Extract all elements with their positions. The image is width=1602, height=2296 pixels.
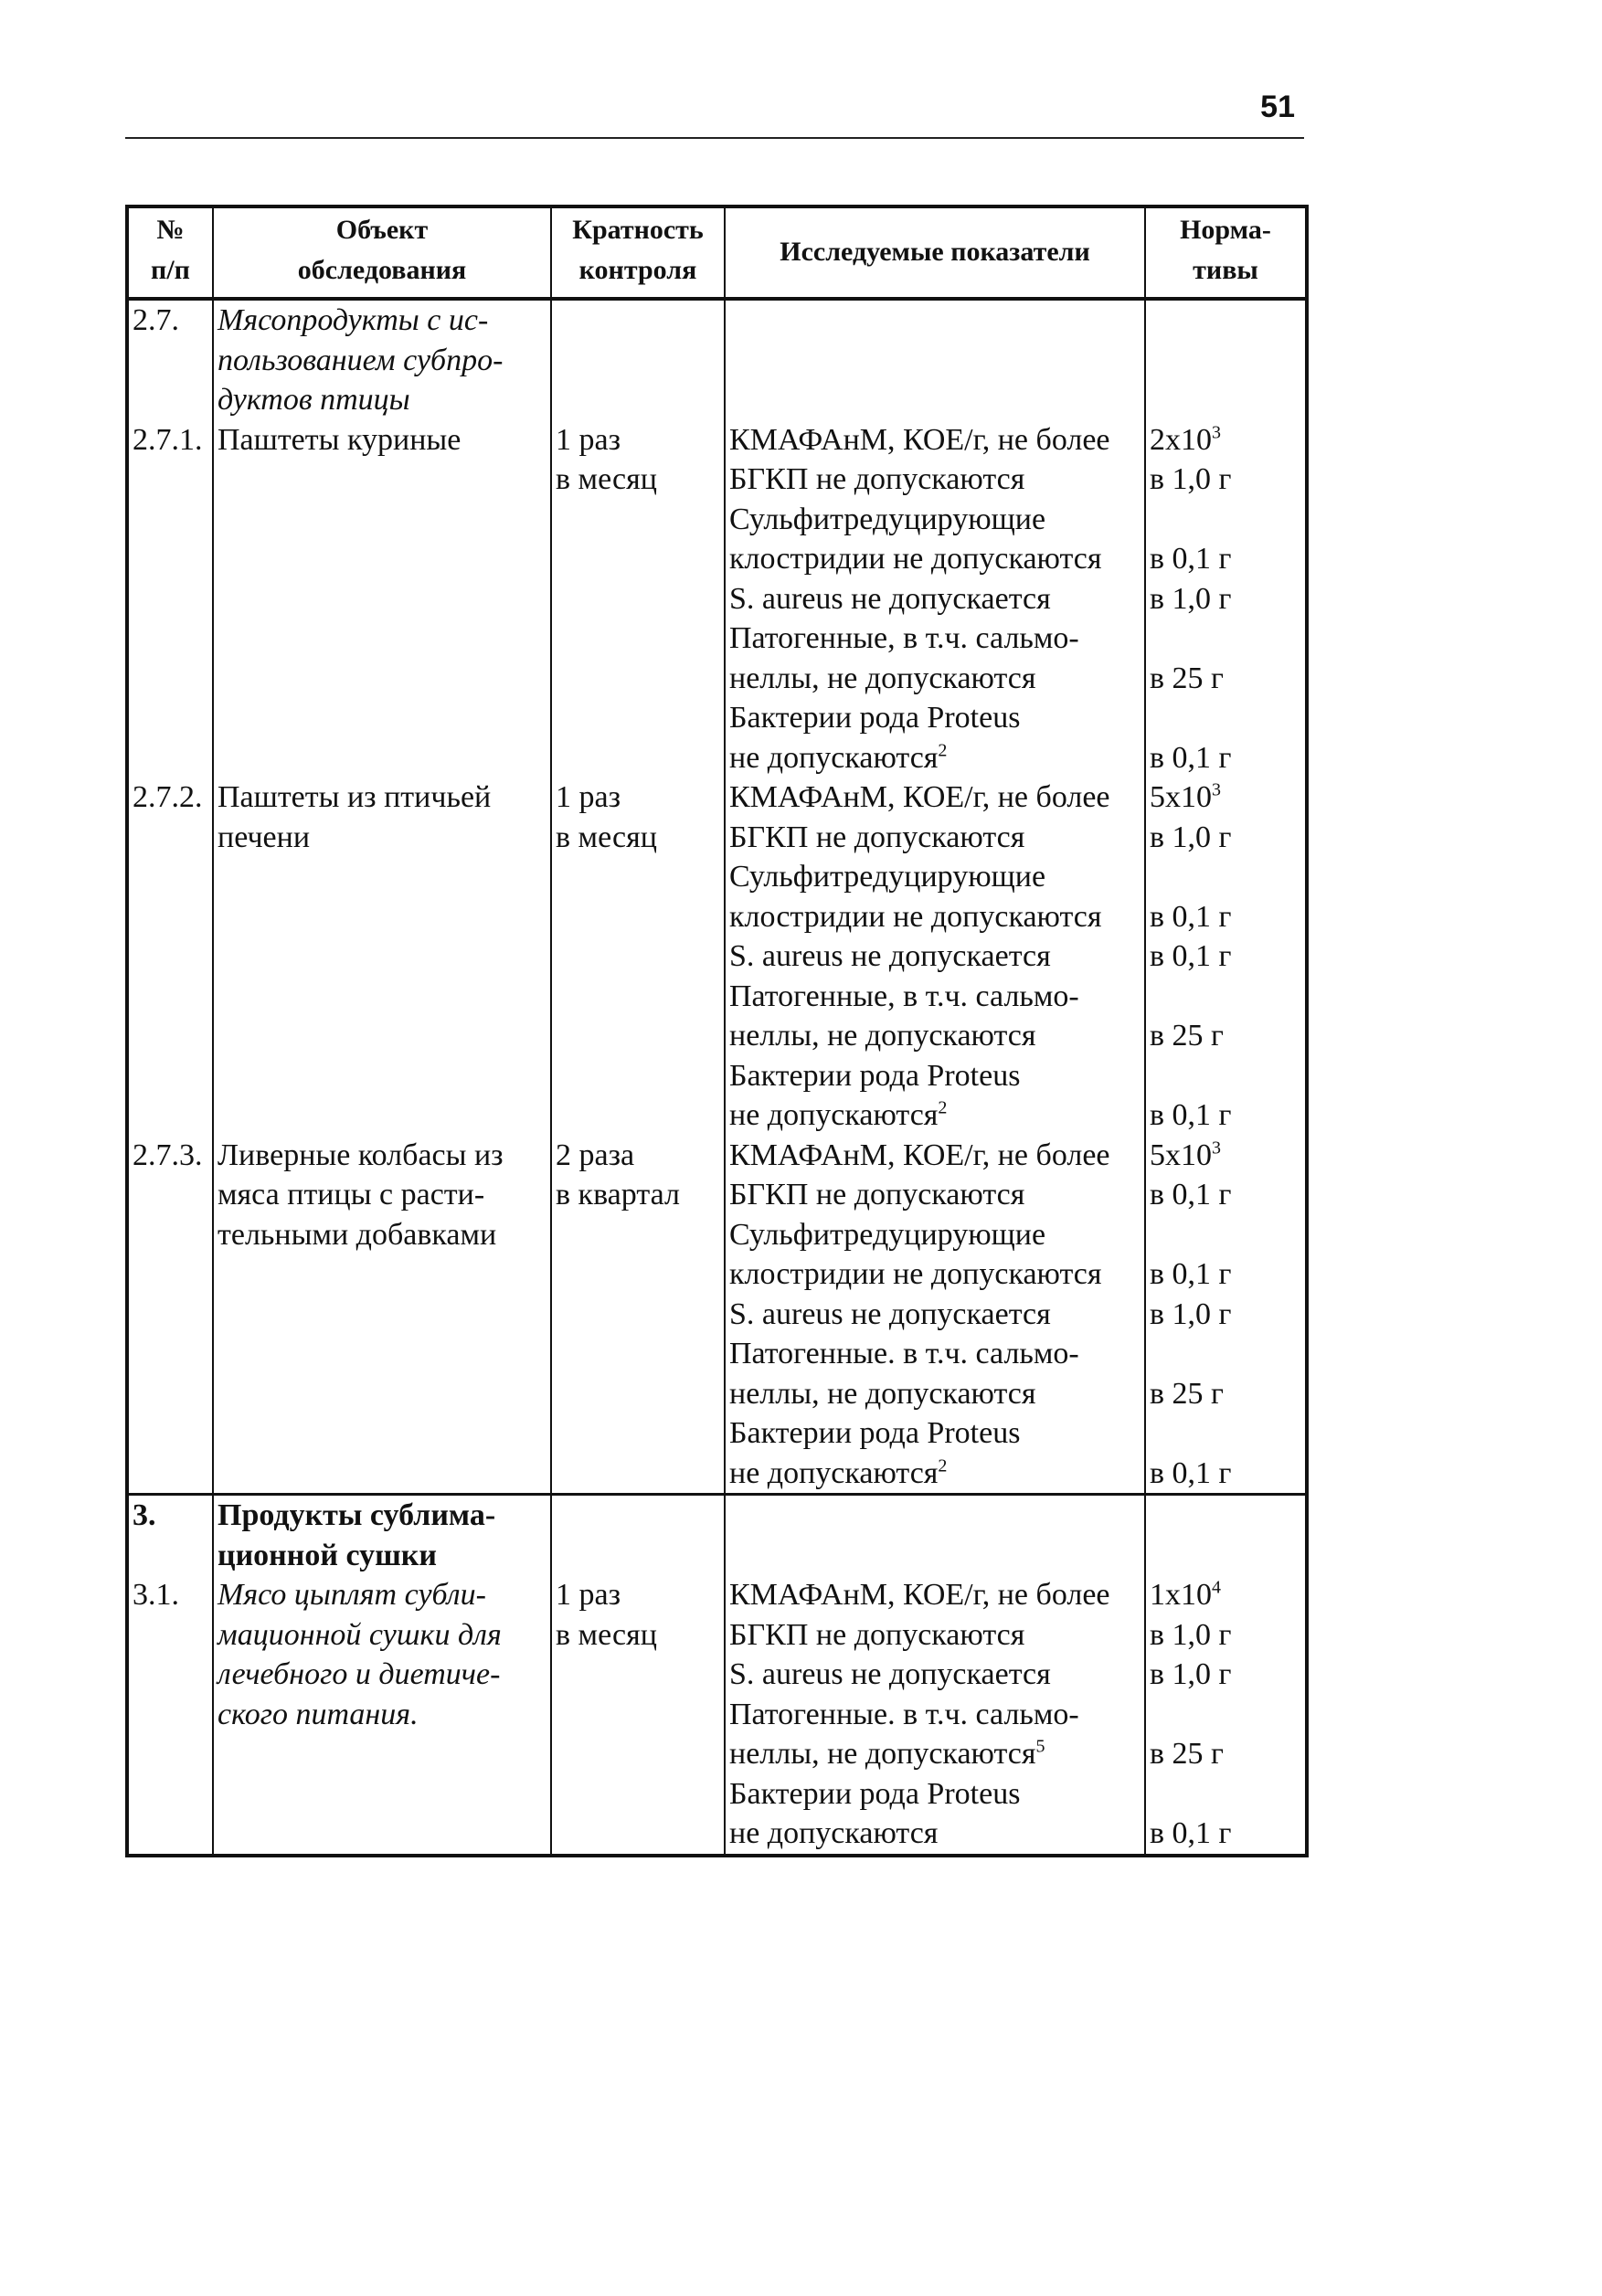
indicator-line: клостридии не допускаются bbox=[729, 1257, 1102, 1291]
header-frequency bbox=[551, 206, 725, 299]
footnote-mark: 5 bbox=[1035, 1736, 1045, 1757]
object-cell bbox=[213, 420, 551, 778]
row-number-text: 3. bbox=[133, 1498, 156, 1532]
indicator-line: Патогенные. в т.ч. сальмо- bbox=[729, 1337, 1079, 1370]
frequency-line: 1 раз bbox=[556, 422, 621, 457]
indicator-line: S. aureus не допускается bbox=[729, 1657, 1051, 1691]
norm-line: в 0,1 г bbox=[1150, 899, 1232, 934]
norms-cell bbox=[1145, 420, 1307, 778]
object-cell bbox=[213, 1136, 551, 1495]
frequency-line: 1 раз bbox=[556, 1578, 621, 1612]
object-line: Паштеты куриные bbox=[217, 422, 462, 457]
frequency-cell bbox=[551, 299, 725, 420]
indicator-line: S. aureus не допускается bbox=[729, 939, 1051, 973]
norms-cell bbox=[1145, 299, 1307, 420]
header-norms-line1: Норма- bbox=[1180, 215, 1271, 245]
indicator-line bbox=[729, 1095, 1140, 1136]
table-row bbox=[127, 420, 1307, 778]
standards-table bbox=[125, 205, 1309, 1857]
object-line: тельными добавками bbox=[217, 1217, 497, 1252]
row-number bbox=[127, 420, 213, 778]
norm-line: в 1,0 г bbox=[1150, 1296, 1232, 1331]
indicator-line: Бактерии рода Proteus bbox=[729, 1416, 1021, 1450]
blank-line bbox=[1150, 977, 1301, 1017]
frequency-cell bbox=[551, 420, 725, 778]
blank-line bbox=[1150, 1056, 1301, 1096]
indicator-text: не допускаются bbox=[729, 1098, 939, 1132]
indicator-line: Сульфитредуцирующие bbox=[729, 502, 1046, 536]
norm-text: 2x10 bbox=[1150, 422, 1212, 457]
table-row bbox=[127, 778, 1307, 1136]
indicator-line: неллы, не допускаются bbox=[729, 1019, 1036, 1053]
norms-cell bbox=[1145, 778, 1307, 1136]
norm-line: в 0,1 г bbox=[1150, 1455, 1232, 1490]
norm-line bbox=[1150, 778, 1301, 818]
frequency-line: 1 раз bbox=[556, 780, 621, 814]
object-line: мационной сушки для bbox=[217, 1617, 502, 1652]
frequency-cell bbox=[551, 1575, 725, 1856]
blank-line bbox=[1150, 500, 1301, 540]
indicator-line: клостридии не допускаются bbox=[729, 899, 1102, 934]
table-header-row bbox=[127, 206, 1307, 299]
indicator-line: БГКП не допускаются bbox=[729, 1178, 1025, 1211]
indicator-line: Патогенные, в т.ч. сальмо- bbox=[729, 979, 1079, 1013]
section-title-line: пользованием субпро- bbox=[217, 343, 504, 377]
indicator-line bbox=[729, 1734, 1140, 1774]
indicator-text: не допускаются bbox=[729, 1455, 939, 1490]
indicator-line: S. aureus не допускается bbox=[729, 581, 1051, 616]
blank-line bbox=[1150, 1695, 1301, 1735]
header-object-line2: обследования bbox=[297, 254, 467, 285]
norm-line bbox=[1150, 1575, 1301, 1615]
norm-line: в 0,1 г bbox=[1150, 1257, 1232, 1291]
norm-line: в 25 г bbox=[1150, 1376, 1224, 1411]
frequency-cell bbox=[551, 778, 725, 1136]
frequency-line: 2 раза bbox=[556, 1137, 635, 1172]
indicator-line: не допускаются bbox=[729, 1816, 939, 1850]
header-object bbox=[213, 206, 551, 299]
norm-line: в 0,1 г bbox=[1150, 542, 1232, 576]
indicator-line: Сульфитредуцирующие bbox=[729, 860, 1046, 894]
indicator-line bbox=[729, 738, 1140, 778]
frequency-line: в месяц bbox=[556, 462, 657, 496]
header-number-line1: № bbox=[156, 215, 185, 245]
blank-line bbox=[1150, 1215, 1301, 1255]
indicator-line: Бактерии рода Proteus bbox=[729, 701, 1021, 735]
object-line: Мясо цыплят субли- bbox=[217, 1578, 486, 1612]
norm-line: в 0,1 г bbox=[1150, 1178, 1232, 1211]
indicators-cell bbox=[725, 299, 1145, 420]
indicator-line: КМАФАнМ, КОЕ/г, не более bbox=[729, 780, 1110, 814]
indicator-line: КМАФАнМ, КОЕ/г, не более bbox=[729, 422, 1110, 457]
indicators-cell bbox=[725, 1136, 1145, 1495]
frequency-cell bbox=[551, 1495, 725, 1576]
section-title bbox=[213, 1495, 551, 1576]
indicator-text: неллы, не допускаются bbox=[729, 1737, 1036, 1771]
header-indicators-text: Исследуемые показатели bbox=[780, 236, 1090, 267]
object-line: ского питания. bbox=[217, 1697, 419, 1731]
object-cell bbox=[213, 1575, 551, 1856]
norm-text: 1x10 bbox=[1150, 1578, 1212, 1612]
table-row bbox=[127, 1495, 1307, 1576]
footnote-mark: 2 bbox=[938, 1097, 948, 1118]
indicator-line: S. aureus не допускается bbox=[729, 1296, 1051, 1331]
header-number-line2: п/п bbox=[151, 254, 190, 285]
indicator-line: клостридии не допускаются bbox=[729, 542, 1102, 576]
indicators-cell bbox=[725, 1575, 1145, 1856]
row-number-text: 2.7.3. bbox=[133, 1137, 203, 1172]
object-line: Паштеты из птичьей bbox=[217, 780, 492, 814]
indicator-line: БГКП не допускаются bbox=[729, 820, 1025, 854]
norm-line: в 0,1 г bbox=[1150, 740, 1232, 775]
blank-line bbox=[1150, 857, 1301, 897]
norm-line: в 1,0 г bbox=[1150, 820, 1232, 854]
table-row bbox=[127, 1136, 1307, 1495]
norm-line: в 0,1 г bbox=[1150, 1816, 1232, 1850]
exponent: 4 bbox=[1212, 1577, 1221, 1598]
header-indicators bbox=[725, 206, 1145, 299]
page-number: 51 bbox=[1260, 90, 1295, 124]
norm-line bbox=[1150, 420, 1301, 460]
object-line: Ливерные колбасы из bbox=[217, 1137, 504, 1172]
table-row bbox=[127, 299, 1307, 420]
exponent: 3 bbox=[1212, 422, 1221, 443]
row-number-text: 3.1. bbox=[133, 1578, 179, 1612]
indicator-line: КМАФАнМ, КОЕ/г, не более bbox=[729, 1137, 1110, 1172]
blank-line bbox=[1150, 1774, 1301, 1815]
section-title-line: дуктов птицы bbox=[217, 383, 410, 417]
indicator-line: Бактерии рода Proteus bbox=[729, 1776, 1021, 1811]
frequency-line: в месяц bbox=[556, 820, 657, 854]
indicator-line bbox=[729, 1454, 1140, 1494]
norm-line: в 1,0 г bbox=[1150, 1657, 1232, 1691]
object-line: мяса птицы с расти- bbox=[217, 1178, 485, 1211]
header-norms bbox=[1145, 206, 1307, 299]
footnote-mark: 2 bbox=[938, 740, 948, 761]
blank-line bbox=[1150, 1413, 1301, 1454]
norm-line bbox=[1150, 1136, 1301, 1176]
indicators-cell bbox=[725, 778, 1145, 1136]
indicator-line: неллы, не допускаются bbox=[729, 1376, 1036, 1411]
section-title bbox=[213, 299, 551, 420]
norm-line: в 25 г bbox=[1150, 661, 1224, 695]
norm-line: в 1,0 г bbox=[1150, 581, 1232, 616]
norm-text: 5x10 bbox=[1150, 780, 1212, 814]
indicator-line: БГКП не допускаются bbox=[729, 462, 1025, 496]
norm-line: в 0,1 г bbox=[1150, 1098, 1232, 1132]
section-title-line: Продукты сублима- bbox=[217, 1498, 496, 1532]
header-rule bbox=[125, 137, 1304, 139]
exponent: 3 bbox=[1212, 779, 1221, 800]
indicator-line: Бактерии рода Proteus bbox=[729, 1058, 1021, 1093]
row-number bbox=[127, 1575, 213, 1856]
header-frequency-line1: Кратность bbox=[572, 215, 704, 245]
norm-line: в 0,1 г bbox=[1150, 939, 1232, 973]
indicators-cell bbox=[725, 420, 1145, 778]
footnote-mark: 2 bbox=[938, 1455, 948, 1476]
header-number bbox=[127, 206, 213, 299]
blank-line bbox=[1150, 698, 1301, 738]
row-number bbox=[127, 1495, 213, 1576]
norm-line: в 1,0 г bbox=[1150, 1617, 1232, 1652]
section-title-line: Мясопродукты с ис- bbox=[217, 303, 489, 337]
header-frequency-line2: контроля bbox=[578, 254, 697, 285]
object-cell bbox=[213, 778, 551, 1136]
object-line: лечебного и диетиче- bbox=[217, 1657, 501, 1691]
norms-cell bbox=[1145, 1495, 1307, 1576]
table-row bbox=[127, 1575, 1307, 1856]
frequency-line: в квартал bbox=[556, 1178, 680, 1211]
indicator-line: неллы, не допускаются bbox=[729, 661, 1036, 695]
object-line: печени bbox=[217, 820, 311, 854]
norms-cell bbox=[1145, 1136, 1307, 1495]
row-number bbox=[127, 778, 213, 1136]
indicator-line: БГКП не допускаются bbox=[729, 1617, 1025, 1652]
header-norms-line2: тивы bbox=[1193, 254, 1258, 285]
norm-line: в 1,0 г bbox=[1150, 462, 1232, 496]
indicator-line: КМАФАнМ, КОЕ/г, не более bbox=[729, 1578, 1110, 1612]
row-number bbox=[127, 1136, 213, 1495]
indicator-line: Сульфитредуцирующие bbox=[729, 1217, 1046, 1252]
norms-cell bbox=[1145, 1575, 1307, 1856]
norm-line: в 25 г bbox=[1150, 1019, 1224, 1053]
norm-text: 5x10 bbox=[1150, 1137, 1212, 1172]
indicator-text: не допускаются bbox=[729, 740, 939, 775]
exponent: 3 bbox=[1212, 1137, 1221, 1159]
row-number bbox=[127, 299, 213, 420]
blank-line bbox=[1150, 1334, 1301, 1374]
indicators-cell bbox=[725, 1495, 1145, 1576]
indicator-line: Патогенные. в т.ч. сальмо- bbox=[729, 1697, 1079, 1731]
header-object-line1: Объект bbox=[335, 215, 429, 245]
frequency-cell bbox=[551, 1136, 725, 1495]
section-title-line: ционной сушки bbox=[217, 1538, 437, 1572]
blank-line bbox=[1150, 619, 1301, 659]
indicator-line: Патогенные, в т.ч. сальмо- bbox=[729, 621, 1079, 655]
norm-line: в 25 г bbox=[1150, 1737, 1224, 1771]
row-number-text: 2.7.2. bbox=[133, 780, 203, 814]
frequency-line: в месяц bbox=[556, 1617, 657, 1652]
row-number-text: 2.7.1. bbox=[133, 422, 203, 457]
row-number-text: 2.7. bbox=[133, 303, 179, 337]
